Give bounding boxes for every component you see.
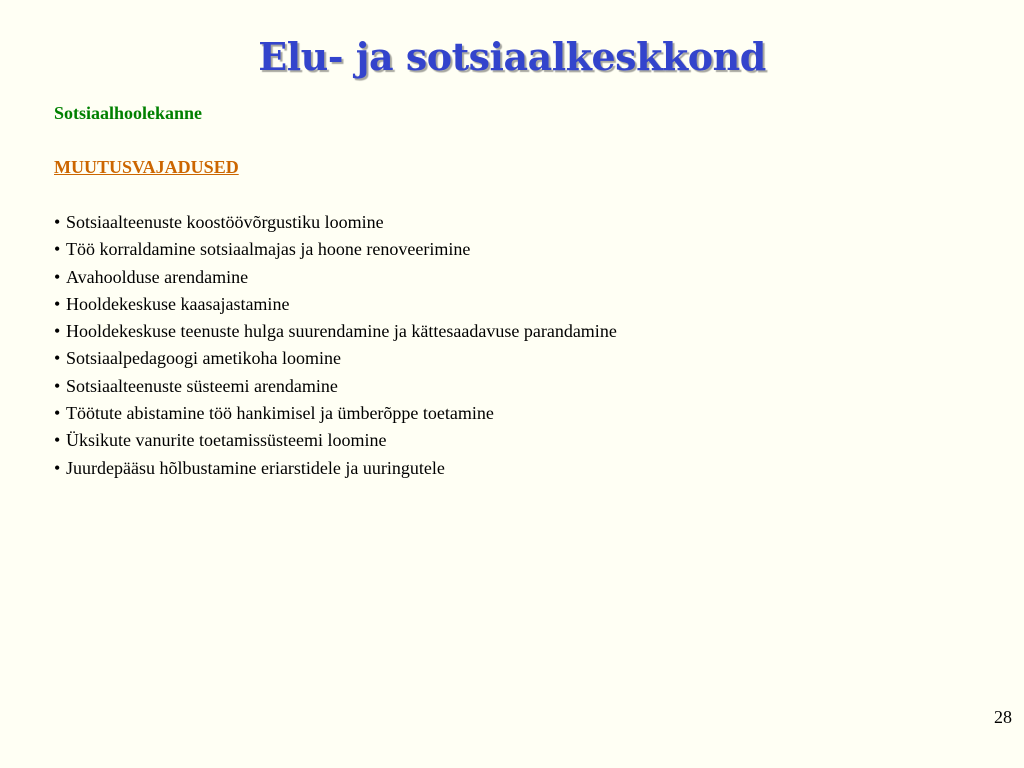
bullet-icon: •	[54, 266, 61, 287]
bullet-icon: •	[54, 321, 61, 342]
list-item	[54, 291, 617, 318]
list-item-text: Sotsiaalpedagoogi ametikoha loomine	[66, 348, 341, 369]
list-item	[54, 209, 617, 236]
list-item-text: Sotsiaalteenuste koostöövõrgustiku loomine	[66, 212, 384, 232]
page-number: 28	[994, 707, 1012, 727]
slide-title: Elu- ja sotsiaalkeskkond	[258, 34, 766, 79]
list-item-text: Töö korraldamine sotsiaalmajas ja hoone renoveerimine	[66, 239, 471, 260]
bullet-icon: •	[54, 293, 61, 314]
list-item	[54, 236, 617, 263]
list-item	[54, 400, 617, 427]
list-item-text: Juurdepääsu hõlbustamine eriarstidele ja uuringutele	[66, 457, 445, 478]
bullet-icon: •	[54, 430, 61, 451]
bullet-icon: •	[54, 375, 61, 396]
list-item-text: Üksikute vanurite toetamissüsteemi loomine	[66, 430, 387, 451]
slide-subtitle: Sotsiaalhoolekanne	[54, 103, 203, 123]
list-item-text: Töötute abistamine töö hankimisel ja ümberõppe toetamine	[66, 403, 494, 424]
list-item-text: Sotsiaalteenuste süsteemi arendamine	[66, 375, 338, 396]
bullet-list	[54, 209, 617, 482]
bullet-icon: •	[54, 403, 61, 424]
bullet-icon: •	[54, 457, 61, 478]
list-item	[54, 373, 617, 400]
section-heading: MUUTUSVAJADUSED	[54, 157, 239, 177]
list-item	[54, 345, 617, 372]
bullet-icon: •	[54, 348, 61, 369]
list-item-text: Hooldekeskuse teenuste hulga suurendamine ja kättesaadavuse parandamine	[66, 321, 617, 342]
bullet-icon: •	[54, 239, 61, 260]
bullet-icon: •	[54, 212, 61, 232]
list-item-text: Hooldekeskuse kaasajastamine	[66, 293, 290, 314]
list-item	[54, 427, 617, 454]
list-item-text: Avahoolduse arendamine	[66, 266, 249, 287]
list-item	[54, 455, 617, 482]
list-item	[54, 264, 617, 291]
list-item	[54, 318, 617, 345]
